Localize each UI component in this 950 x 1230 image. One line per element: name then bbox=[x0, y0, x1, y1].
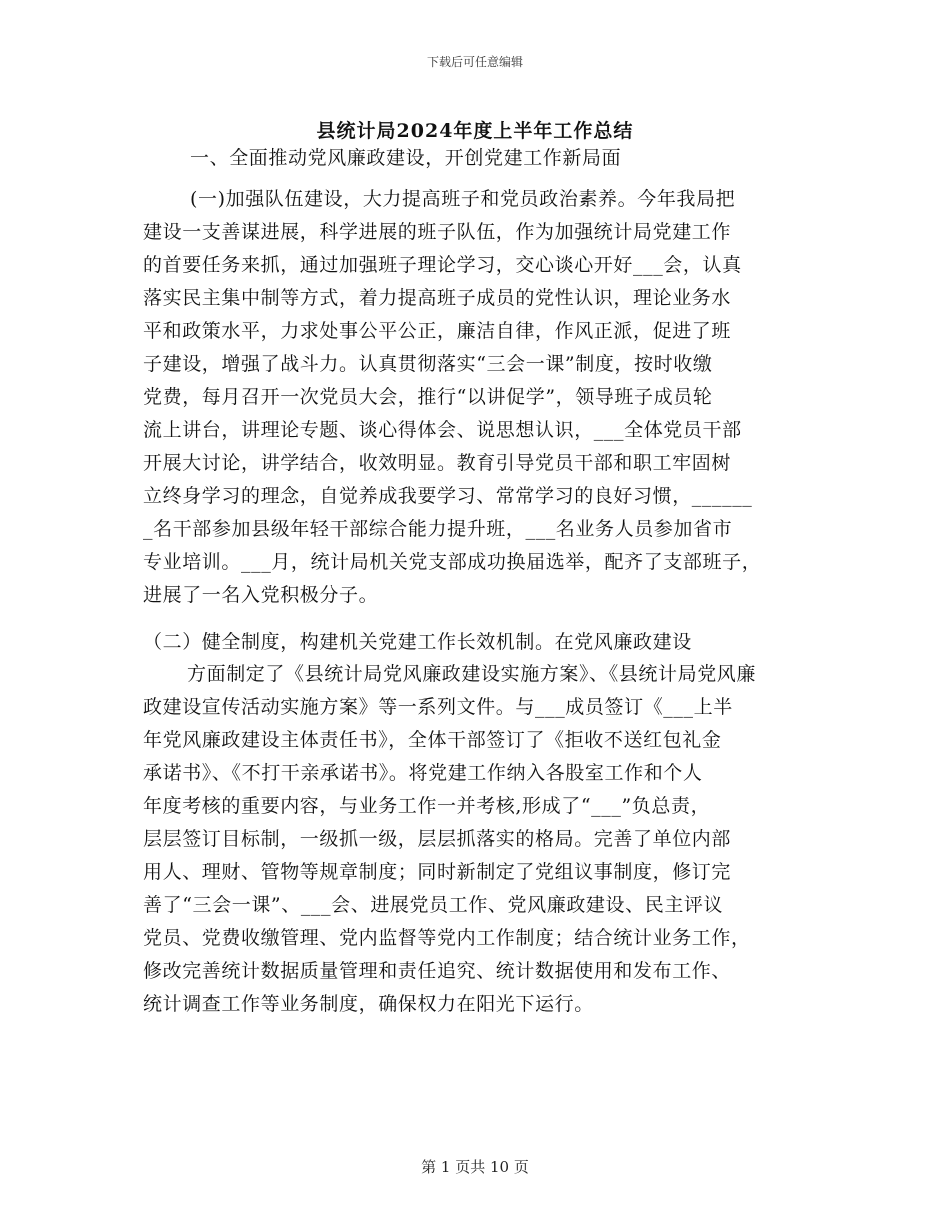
body-line: 承诺书》、《不打干亲承诺书》。将党建工作纳入各股室工作和个人 bbox=[143, 762, 703, 784]
body-line: 流上讲台，讲理论专题、谈心得体会、说思想认识，___全体党员干部 bbox=[143, 419, 742, 441]
body-line: 统计调查工作等业务制度，确保权力在阳光下运行。 bbox=[143, 993, 594, 1015]
header-note: 下载后可任意编辑 bbox=[426, 55, 523, 69]
body-line: 党费，每月召开一次党员大会，推行“以讲促学”，领导班子成员轮 bbox=[143, 386, 713, 408]
body-line: 建设一支善谋进展，科学进展的班子队伍，作为加强统计局党建工作 bbox=[143, 221, 732, 243]
body-line: _名干部参加县级年轻干部综合能力提升班，___名业务人员参加省市 bbox=[143, 518, 733, 540]
body-line: 开展大讨论，讲学结合，收效明显。教育引导党员干部和职工牢固树 bbox=[143, 452, 732, 474]
document-title: 县统计局2024年度上半年工作总结 bbox=[316, 120, 634, 142]
body-line: 子建设，增强了战斗力。认真贯彻落实“三会一课”制度，按时收缴 bbox=[143, 353, 713, 375]
body-line: 善了“三会一课”、___会、进展党员工作、党风廉政建设、民主评议 bbox=[143, 894, 724, 916]
body-line: 党员、党费收缴管理、党内监督等党内工作制度；结合统计业务工作， bbox=[143, 927, 751, 949]
body-line: 进展了一名入党积极分子。 bbox=[143, 584, 379, 606]
body-line: 立终身学习的理念，自觉养成我要学习、常常学习的良好习惯，______ bbox=[143, 485, 753, 507]
body-line: 的首要任务来抓，通过加强班子理论学习，交心谈心开好___会，认真 bbox=[143, 254, 742, 276]
body-line: 专业培训。___月，统计局机关党支部成功换届选举，配齐了支部班子， bbox=[143, 551, 762, 573]
body-line: (一)加强队伍建设，大力提高班子和党员政治素养。今年我局把 bbox=[190, 188, 736, 210]
body-line: 落实民主集中制等方式，着力提高班子成员的党性认识，理论业务水 bbox=[143, 287, 732, 309]
page-footer: 第 1 页共 10 页 bbox=[421, 1158, 529, 1176]
body-line: 用人、理财、管物等规章制度；同时新制定了党组议事制度，修订完 bbox=[143, 861, 732, 883]
body-line: 年度考核的重要内容，与业务工作一并考核,形成了“___”负总责， bbox=[143, 795, 711, 817]
body-line: （二）健全制度，构建机关党建工作长效机制。在党风廉政建设 bbox=[143, 631, 692, 653]
body-line: 政建设宣传活动实施方案》等一系列文件。与___成员签订《___上半 bbox=[143, 696, 733, 718]
body-line: 年党风廉政建设主体责任书》，全体干部签订了《拒收不送红包礼金 bbox=[143, 729, 722, 751]
body-line: 平和政策水平，力求处事公平公正，廉洁自律，作风正派，促进了班 bbox=[143, 320, 732, 342]
body-line: 修改完善统计数据质量管理和责任追究、统计数据使用和发布工作、 bbox=[143, 960, 732, 982]
body-line: 层层签订目标制，一级抓一级，层层抓落实的格局。完善了单位内部 bbox=[143, 828, 732, 850]
section-heading: 一、全面推动党风廉政建设，开创党建工作新局面 bbox=[190, 147, 622, 169]
body-line: 方面制定了《县统计局党风廉政建设实施方案》、《县统计局党风廉 bbox=[187, 663, 757, 685]
